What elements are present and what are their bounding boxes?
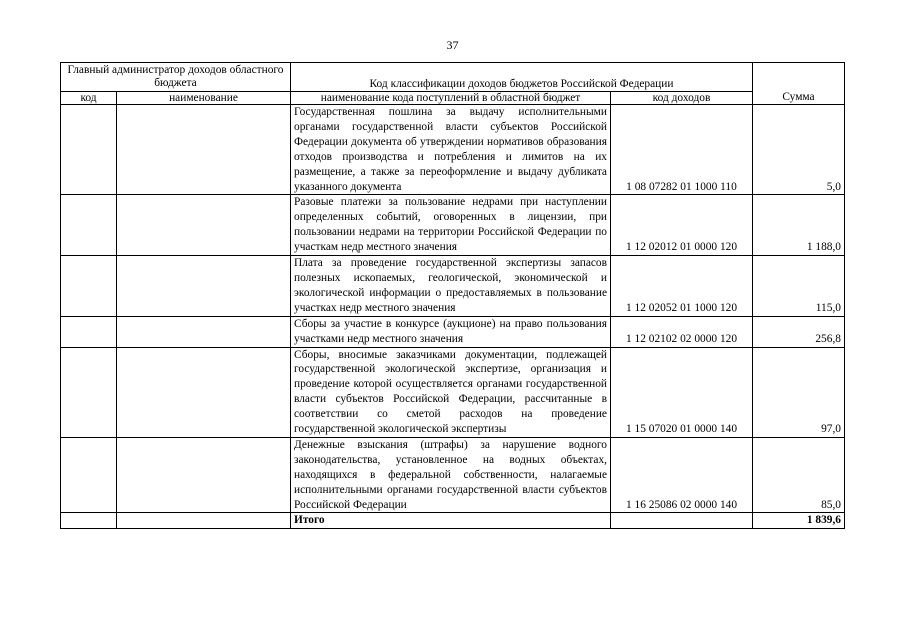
admin-code-cell [61,195,117,256]
amount-cell: 115,0 [753,256,845,317]
admin-name-cell [117,437,291,513]
total-code-cell [611,513,753,529]
table-row [61,256,845,317]
admin-code-cell [61,513,117,529]
income-code-cell: 1 12 02102 02 0000 120 [611,316,753,347]
income-name-cell: Плата за проведение государственной экспертизы запасов полезных ископаемых, геологической, экономической и экологической информации о предоставляемых в пользование участках недр местного значения [291,256,611,317]
income-code-cell: 1 12 02012 01 0000 120 [611,195,753,256]
header-amount: Сумма [753,63,845,105]
admin-name-cell [117,256,291,317]
page-number: 37 [446,38,459,52]
amount-cell: 256,8 [753,316,845,347]
income-name-cell: Разовые платежи за пользование недрами при наступлении определенных событий, оговоренных в лицензии, при пользовании недрами на территории Российской Федерации по участкам недр местного значения [291,195,611,256]
table-row [61,105,845,195]
income-code-cell: 1 08 07282 01 1000 110 [611,105,753,195]
amount-cell: 1 188,0 [753,195,845,256]
admin-code-cell [61,437,117,513]
income-name-cell: Денежные взыскания (штрафы) за нарушение водного законодательства, установленное на водных объектах, находящихся в федеральной собственности, налагаемые исполнительными органами государственной власти субъектов Российской Федерации [291,437,611,513]
table-row [61,437,845,513]
table-row [61,316,845,347]
table-row [61,347,845,437]
revenue-table [60,62,845,529]
admin-code-cell [61,105,117,195]
admin-name-cell [117,105,291,195]
table-row [61,195,845,256]
admin-name-cell [117,347,291,437]
income-code-cell: 1 12 02052 01 1000 120 [611,256,753,317]
header-admin-code: код [61,92,117,105]
income-name-cell: Государственная пошлина за выдачу исполнительными органами государственной власти субъектов Российской Федерации документа об утверждении нормативов образования отходов производства и потребления и лимитов на их размещение, а также за переоформление и выдачу дубликата указанного документа [291,105,611,195]
header-income-code: код доходов [611,92,753,105]
total-amount: 1 839,6 [753,513,845,529]
income-code-cell: 1 16 25086 02 0000 140 [611,437,753,513]
income-name-cell: Сборы, вносимые заказчиками документации, подлежащей государственной экологической экспертизе, организация и проведение которой осуществляется органами государственной власти субъектов Российской Федерации, рассчитанные в соответствии со сметой расходов на проведение государственной экологической экспертизы [291,347,611,437]
amount-cell: 5,0 [753,105,845,195]
income-name-cell: Сборы за участие в конкурсе (аукционе) на право пользования участками недр местного значения [291,316,611,347]
admin-code-cell [61,347,117,437]
amount-cell: 85,0 [753,437,845,513]
admin-name-cell [117,513,291,529]
header-income-name: наименование кода поступлений в областной бюджет [291,92,611,105]
total-label: Итого [291,513,611,529]
total-row [61,513,845,529]
admin-name-cell [117,195,291,256]
admin-code-cell [61,316,117,347]
header-classification-code: Код классификации доходов бюджетов Российской Федерации [291,63,753,92]
admin-code-cell [61,256,117,317]
amount-cell: 97,0 [753,347,845,437]
header-main-administrator: Главный администратор доходов областного бюджета [61,63,291,92]
header-admin-name: наименование [117,92,291,105]
income-code-cell: 1 15 07020 01 0000 140 [611,347,753,437]
admin-name-cell [117,316,291,347]
